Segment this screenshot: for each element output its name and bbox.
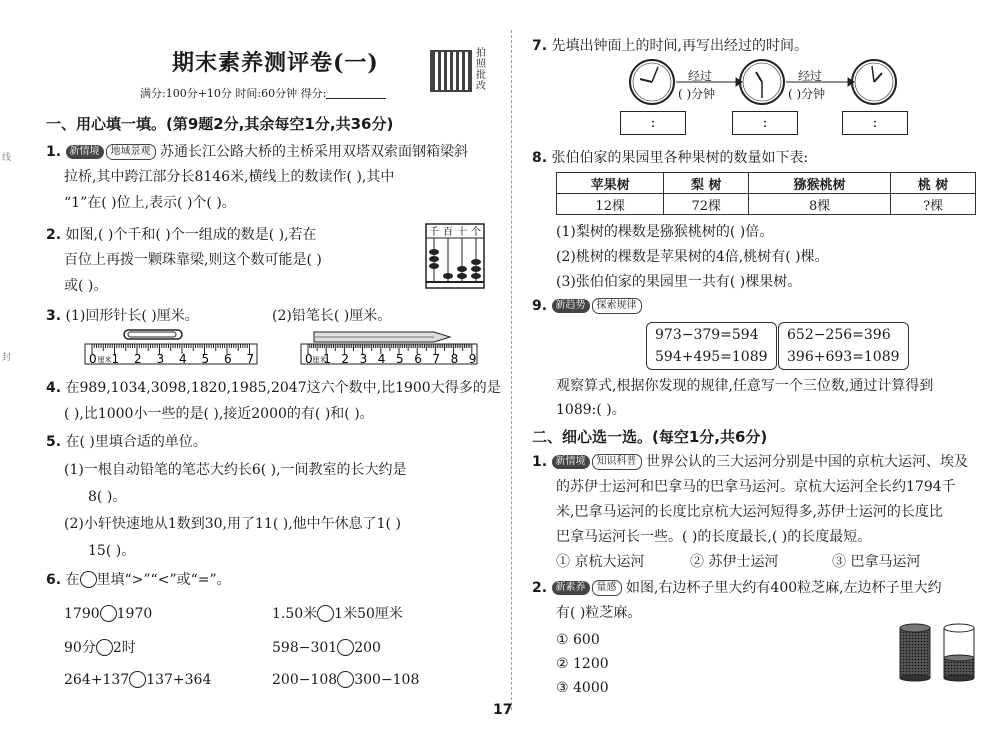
page-title: 期末素养测评卷(一): [172, 50, 379, 76]
q2-line1: 2. 如图,( )个千和( )个一组成的数是( ),若在: [46, 227, 317, 243]
abacus-label: 十: [457, 227, 467, 238]
section-2-heading: 二、细心选一选。(每空1分,共6分): [532, 428, 768, 446]
table-header: 苹果树: [557, 173, 664, 194]
time-box[interactable]: :: [620, 111, 686, 135]
q6-instruction: 6. 在 里填“>”“<”或“=”。: [46, 572, 231, 588]
time-box[interactable]: :: [842, 111, 908, 135]
ruler-unit: 厘米: [312, 356, 327, 364]
clock-icon: [630, 60, 674, 104]
ruler-label: 3: [156, 352, 165, 366]
paperclip-icon: [124, 330, 182, 339]
compare-item: 90分 2时: [64, 640, 136, 656]
q5-line5: 15( )。: [88, 543, 136, 559]
binding-mark: 线: [2, 153, 12, 163]
ruler-label: 7: [432, 352, 441, 366]
section-1-heading: 一、用心填一填。(第9题2分,其余每空1分,共36分): [46, 115, 394, 133]
q8-sub3: (3)张伯伯家的果园里一共有( )棵果树。: [556, 274, 802, 290]
compare-item: 1.50米 1米50厘米: [272, 606, 403, 622]
ruler-label: 3: [359, 352, 368, 366]
clock-icon: [852, 60, 896, 104]
table-cell: 12棵: [557, 194, 664, 215]
table-header: 桃 树: [891, 173, 976, 194]
q9-line2: 1089:( )。: [556, 402, 626, 418]
page-number: 17: [493, 702, 513, 718]
score-info: 满分:100分+10分 时间:60分钟 得分:: [140, 84, 386, 104]
q2-line3: 或( )。: [64, 278, 108, 294]
q9-line1: 观察算式,根据你发现的规律,任意写一个三位数,通过计算得到: [556, 378, 934, 394]
abacus-label: 个: [471, 227, 481, 238]
compare-circle-icon[interactable]: [337, 671, 354, 688]
compare-circle-icon[interactable]: [129, 671, 146, 688]
q8-text: 8. 张伯伯家的果园里各种果树的数量如下表:: [532, 150, 809, 166]
ruler-label: 2: [134, 352, 142, 366]
s2q1-line3: 米,巴拿马运河的长度比京杭大运河短得多,苏伊士运河的长度比: [556, 504, 943, 520]
q8-sub1: (1)梨树的棵数是猕猴桃树的( )倍。: [556, 224, 774, 240]
compare-item: 200−108 300−108: [272, 672, 420, 688]
table-header: 猕猴桃树: [749, 173, 891, 194]
q5-line4: (2)小轩快速地从1数到30,用了11( ),他中午休息了1( ): [64, 516, 401, 532]
binding-mark: 封: [2, 353, 12, 363]
equation-box-1: 973−379=594 594+495=1089: [646, 322, 777, 370]
q1-line1: 1. 新情境 地域景观 苏通长江公路大桥的主桥采用双塔双索面钢箱梁斜: [46, 144, 468, 160]
table-header: 梨 树: [664, 173, 749, 194]
compare-circle-icon[interactable]: [96, 639, 113, 656]
s2q2-line2: 有( )粒芝麻。: [556, 605, 642, 621]
ruler-label: 7: [246, 352, 255, 366]
ruler-label: 8: [450, 352, 459, 366]
q2-line2: 百位上再拨一颗珠靠梁,则这个数可能是( ): [64, 252, 322, 268]
table-cell: 72棵: [664, 194, 749, 215]
minutes-blank[interactable]: ( )分钟: [788, 87, 826, 101]
s2q1-line1: 1. 新情境 知识科普 世界公认的三大运河分别是中国的京杭大运河、埃及: [532, 454, 968, 470]
qr-caption: 拍照批改: [476, 48, 486, 92]
compare-circle-icon[interactable]: [100, 605, 117, 622]
q5-line2: (1)一根自动铅笔的笔芯大约长6( ),一间教室的长大约是: [64, 462, 407, 478]
pass-label: 经过: [798, 69, 823, 83]
option[interactable]: ③ 4000: [556, 680, 609, 696]
compare-circle-icon: [80, 571, 97, 588]
q3-part1: 3. (1)回形针长( )厘米。: [46, 308, 199, 324]
q4-line2: ( ),比1000小一些的是( ),接近2000的有( )和( )。: [64, 406, 374, 422]
equation-box-2: 652−256=396 396+693=1089: [778, 322, 909, 370]
s2q2-line1: 2. 新素养 量感 如图,右边杯子里大约有400粒芝麻,左边杯子里大约: [532, 580, 942, 596]
option[interactable]: ① 京杭大运河: [556, 554, 645, 570]
ruler-label: 2: [341, 352, 350, 366]
compare-circle-icon[interactable]: [317, 605, 334, 622]
compare-circle-icon[interactable]: [337, 639, 354, 656]
ruler-label: 4: [179, 352, 187, 366]
q3-part2: (2)铅笔长( )厘米。: [272, 308, 392, 324]
ruler-unit: 厘米: [97, 356, 112, 364]
s2q1-line4: 巴拿马运河长一些。( )的长度最长,( )的长度最短。: [556, 529, 872, 545]
q5-line1: 5. 在( )里填合适的单位。: [46, 434, 207, 450]
ruler-label: 1: [111, 352, 120, 366]
cup-partial-icon: [944, 624, 974, 681]
clock-icon: [740, 60, 784, 104]
clock-sequence: [624, 58, 904, 108]
q1-line2: 拉桥,其中跨江部分长8146米,横线上的数读作( ),其中: [64, 169, 395, 185]
pass-label: 经过: [688, 69, 713, 83]
option[interactable]: ① 600: [556, 632, 600, 648]
compare-item: 598−301 200: [272, 640, 381, 656]
column-divider: [511, 30, 512, 710]
ruler-label: 0: [89, 352, 97, 366]
option[interactable]: ③ 巴拿马运河: [832, 554, 921, 570]
ruler-label: 5: [396, 352, 404, 366]
cup-full-icon: [900, 624, 930, 681]
ruler-label: 1: [323, 352, 331, 366]
ruler-label: 0: [305, 352, 313, 366]
ruler-label: 4: [377, 352, 386, 366]
q1-line3: “1”在( )位上,表示( )个( )。: [64, 195, 236, 211]
ruler-label: 6: [414, 352, 422, 366]
compare-item: 264+137 137+364: [64, 672, 212, 688]
option[interactable]: ② 苏伊士运河: [690, 554, 779, 570]
q9-heading: 9. 新趋势 探索规律: [532, 296, 642, 316]
ruler-paperclip: [84, 328, 259, 368]
q5-line3: 8( )。: [88, 489, 127, 505]
q4-line1: 4. 在989,1034,3098,1820,1985,2047这六个数中,比1900大得多的是: [46, 380, 501, 396]
ruler-label: 5: [201, 352, 210, 366]
ruler-pencil: [300, 328, 480, 368]
s2q1-line2: 的苏伊士运河和巴拿马的巴拿马运河。京杭大运河全长约1794千: [556, 479, 956, 495]
table-cell: 8棵: [749, 194, 891, 215]
table-cell: ?棵: [891, 194, 976, 215]
sesame-cups-figure: [896, 622, 982, 682]
abacus-label: 百: [443, 227, 453, 238]
minutes-blank[interactable]: ( )分钟: [678, 87, 716, 101]
trees-table: [556, 172, 976, 215]
compare-item: 1790 1970: [64, 606, 153, 622]
ruler-label: 9: [468, 352, 477, 366]
ruler-label: 6: [224, 352, 232, 366]
qr-code[interactable]: [430, 50, 472, 92]
abacus-label: 千: [429, 227, 439, 238]
time-box[interactable]: :: [732, 111, 798, 135]
abacus-figure: [424, 222, 486, 292]
option[interactable]: ② 1200: [556, 656, 609, 672]
q8-sub2: (2)桃树的棵数是苹果树的4倍,桃树有( )棵。: [556, 249, 829, 265]
q7-text: 7. 先填出钟面上的时间,再写出经过的时间。: [532, 38, 808, 54]
